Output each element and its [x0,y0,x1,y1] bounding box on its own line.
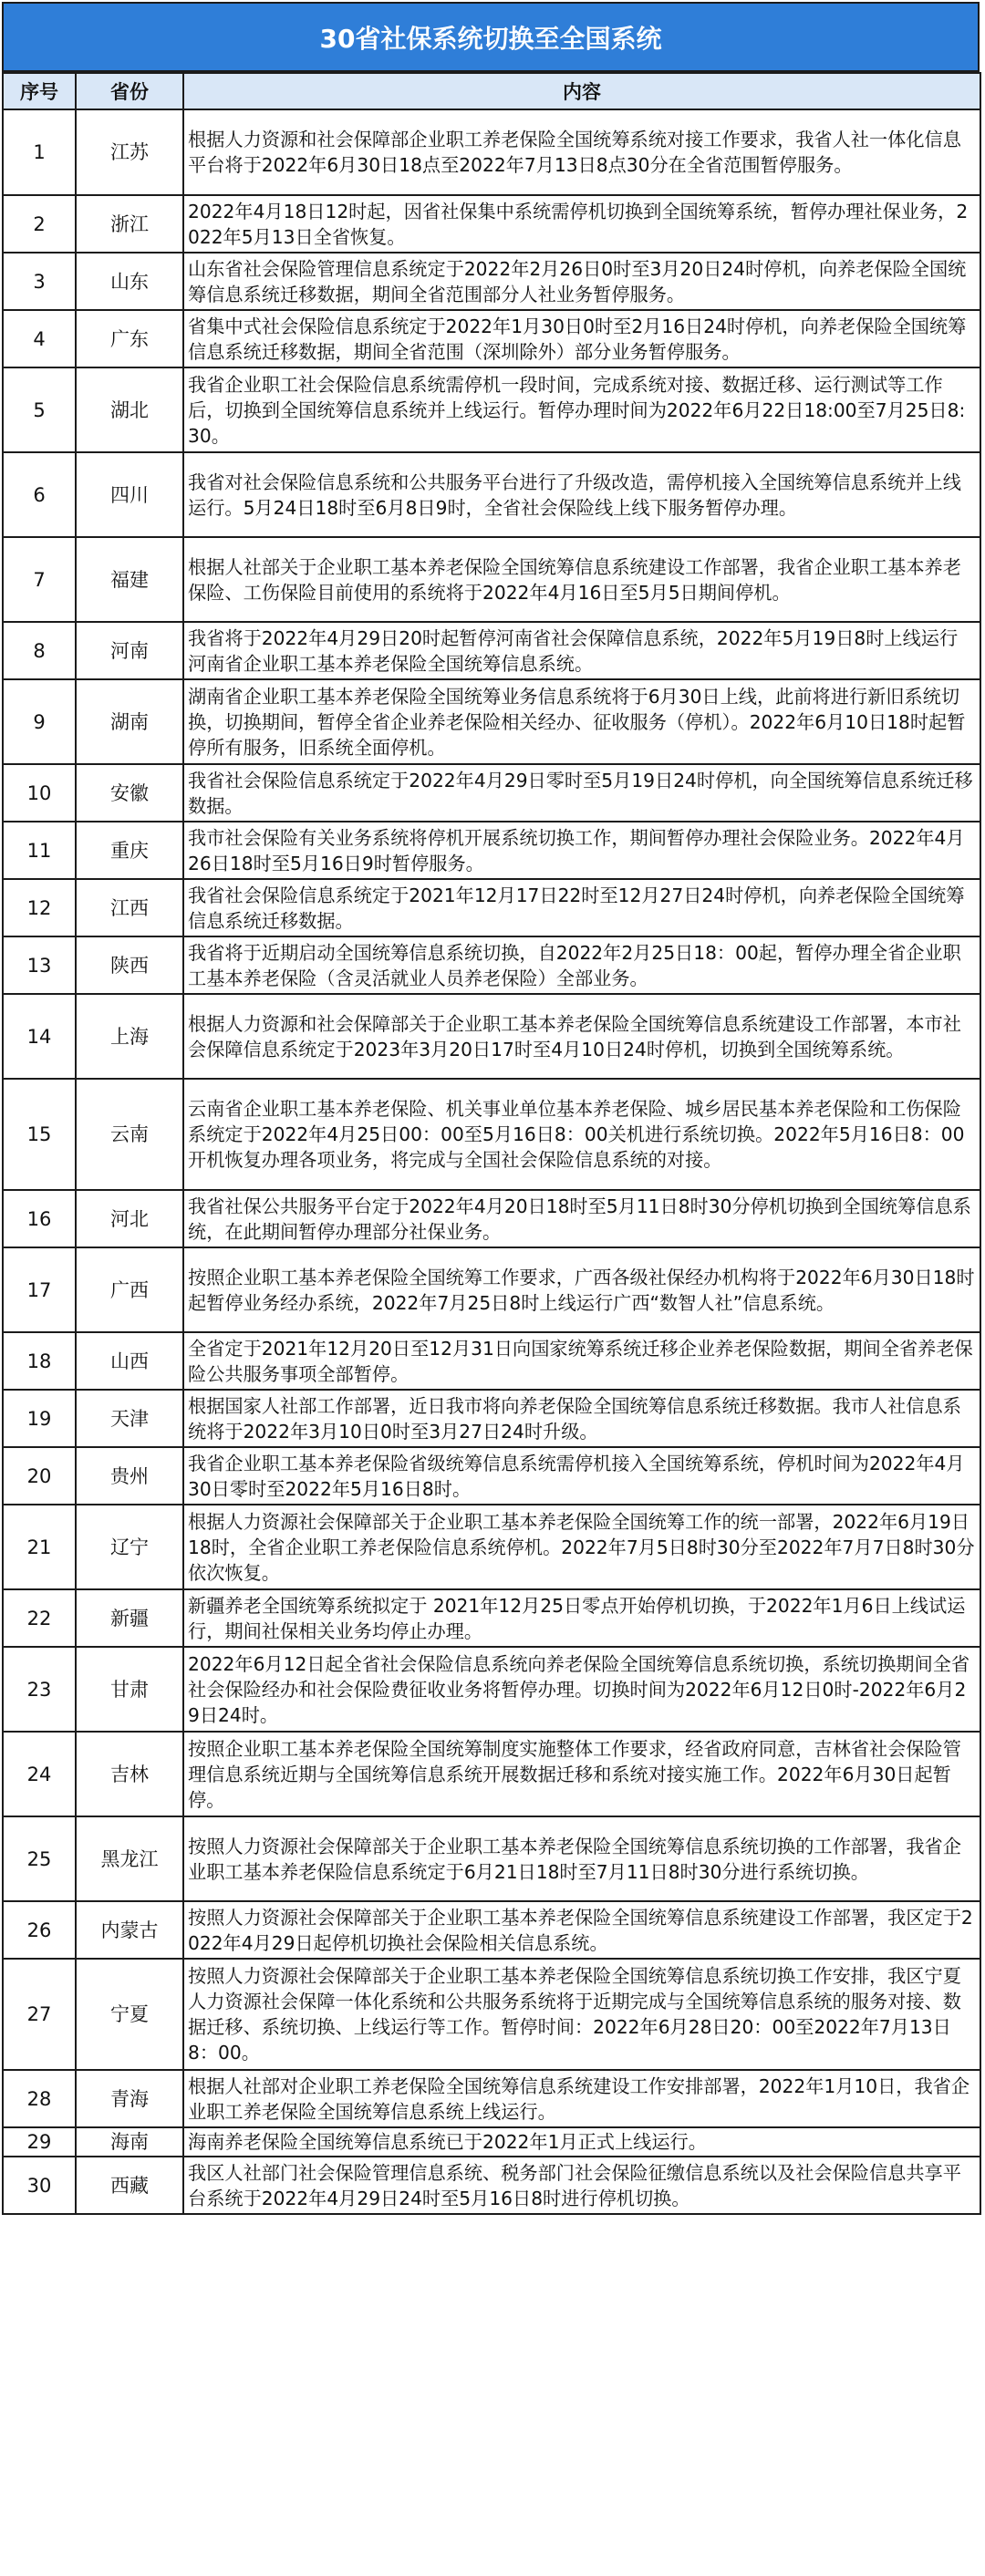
row-num: 10 [3,764,76,822]
row-province: 青海 [76,2070,183,2127]
table-title: 30省社保系统切换至全国系统 [2,2,980,72]
row-province: 广东 [76,310,183,367]
row-content: 我省将于2022年4月29日20时起暂停河南省社会保障信息系统，2022年5月19日8时上线运行河南省企业职工基本养老保险全国统筹信息系统。 [183,622,980,679]
row-content: 我省社保公共服务平台定于2022年4月20日18时至5月11日8时30分停机切换到全国统筹信息系统，在此期间暂停办理部分社保业务。 [183,1190,980,1247]
row-content: 海南养老保险全国统筹信息系统已于2022年1月正式上线运行。 [183,2127,980,2157]
row-num: 26 [3,1901,76,1959]
row-content: 云南省企业职工基本养老保险、机关事业单位基本养老保险、城乡居民基本养老保险和工伤保险系统定于2022年4月25日00：00至5月16日8：00关机进行系统切换。2022年5月16日8：00开机恢复办理各项业务，将完成与全国社会保险信息系统的对接。 [183,1079,980,1190]
row-num: 11 [3,822,76,879]
row-num: 14 [3,994,76,1079]
row-content: 省集中式社会保险信息系统定于2022年1月30日0时至2月16日24时停机，向养老保险全国统筹信息系统迁移数据，期间全省范围（深圳除外）部分业务暂停服务。 [183,310,980,367]
row-province: 河北 [76,1190,183,1247]
row-content: 我省企业职工社会保险信息系统需停机一段时间，完成系统对接、数据迁移、运行测试等工作后，切换到全国统筹信息系统并上线运行。暂停办理时间为2022年6月22日18:00至7月25日8:30。 [183,367,980,452]
row-province: 山西 [76,1332,183,1390]
table-row [3,367,980,452]
row-num: 24 [3,1732,76,1816]
row-content: 按照企业职工基本养老保险全国统筹工作要求，广西各级社保经办机构将于2022年6月30日18时起暂停业务经办系统，2022年7月25日8时上线运行广西“数智人社”信息系统。 [183,1247,980,1332]
row-num: 6 [3,452,76,537]
row-num: 8 [3,622,76,679]
row-num: 28 [3,2070,76,2127]
table-row [3,1332,980,1390]
table-row [3,195,980,253]
table-row [3,109,980,195]
row-content: 根据国家人社部工作部署，近日我市将向养老保险全国统筹信息系统迁移数据。我市人社信息系统将于2022年3月10日0时至3月27日24时升级。 [183,1390,980,1447]
row-content: 我区人社部门社会保险管理信息系统、税务部门社会保险征缴信息系统以及社会保险信息共享平台系统于2022年4月29日24时至5月16日8时进行停机切换。 [183,2157,980,2214]
row-province: 甘肃 [76,1647,183,1732]
row-content: 根据人社部对企业职工养老保险全国统筹信息系统建设工作安排部署，2022年1月10日，我省企业职工养老保险全国统筹信息系统上线运行。 [183,2070,980,2127]
row-content: 根据人社部关于企业职工基本养老保险全国统筹信息系统建设工作部署，我省企业职工基本养老保险、工伤保险目前使用的系统将于2022年4月16日至5月5日期间停机。 [183,537,980,622]
table-row [3,2127,980,2157]
table-row [3,764,980,822]
table-row [3,1505,980,1589]
row-province: 湖南 [76,679,183,764]
table-row [3,1079,980,1190]
table-row [3,994,980,1079]
row-content: 我省社会保险信息系统定于2022年4月29日零时至5月19日24时停机，向全国统筹信息系统迁移数据。 [183,764,980,822]
table-row [3,452,980,537]
row-content: 根据人力资源和社会保障部关于企业职工基本养老保险全国统筹信息系统建设工作部署，本市社会保障信息系统定于2023年3月20日17时至4月10日24时停机，切换到全国统筹系统。 [183,994,980,1079]
row-province: 西藏 [76,2157,183,2214]
row-content: 湖南省企业职工基本养老保险全国统筹业务信息系统将于6月30日上线，此前将进行新旧系统切换，切换期间，暂停全省企业养老保险相关经办、征收服务（停机）。2022年6月10日18时起暂停所有服务，旧系统全面停机。 [183,679,980,764]
row-content: 我省社会保险信息系统定于2021年12月17日22时至12月27日24时停机，向养老保险全国统筹信息系统迁移数据。 [183,879,980,936]
header-num: 序号 [3,73,76,109]
row-num: 17 [3,1247,76,1332]
row-province: 安徽 [76,764,183,822]
row-province: 海南 [76,2127,183,2157]
row-province: 福建 [76,537,183,622]
row-content: 按照企业职工基本养老保险全国统筹制度实施整体工作要求，经省政府同意，吉林省社会保险管理信息系统近期与全国统筹信息系统开展数据迁移和系统对接实施工作。2022年6月30日起暂停。 [183,1732,980,1816]
row-num: 21 [3,1505,76,1589]
row-num: 30 [3,2157,76,2214]
row-province: 河南 [76,622,183,679]
row-num: 13 [3,936,76,994]
row-province: 辽宁 [76,1505,183,1589]
row-num: 4 [3,310,76,367]
row-num: 3 [3,253,76,310]
row-content: 我省将于近期启动全国统筹信息系统切换，自2022年2月25日18：00起，暂停办理全省企业职工基本养老保险（含灵活就业人员养老保险）全部业务。 [183,936,980,994]
row-num: 12 [3,879,76,936]
table-row [3,1589,980,1647]
row-num: 25 [3,1816,76,1901]
row-province: 新疆 [76,1589,183,1647]
table-row [3,253,980,310]
table-row [3,1190,980,1247]
row-province: 内蒙古 [76,1901,183,1959]
row-num: 22 [3,1589,76,1647]
row-num: 23 [3,1647,76,1732]
row-province: 浙江 [76,195,183,253]
row-content: 按照人力资源社会保障部关于企业职工基本养老保险全国统筹信息系统建设工作部署，我区定于2022年4月29日起停机切换社会保险相关信息系统。 [183,1901,980,1959]
table-row [3,1901,980,1959]
row-num: 5 [3,367,76,452]
row-province: 江西 [76,879,183,936]
table-row [3,879,980,936]
header-row [3,73,980,109]
row-province: 陕西 [76,936,183,994]
row-num: 19 [3,1390,76,1447]
table-row [3,1247,980,1332]
row-province: 广西 [76,1247,183,1332]
province-table [2,72,981,2215]
row-province: 云南 [76,1079,183,1190]
row-province: 湖北 [76,367,183,452]
row-province: 宁夏 [76,1959,183,2070]
table-row [3,2157,980,2214]
row-num: 29 [3,2127,76,2157]
row-province: 天津 [76,1390,183,1447]
table-row [3,310,980,367]
row-num: 27 [3,1959,76,2070]
row-province: 四川 [76,452,183,537]
row-content: 2022年6月12日起全省社会保险信息系统向养老保险全国统筹信息系统切换，系统切换期间全省社会保险经办和社会保险费征收业务将暂停办理。切换时间为2022年6月12日0时-2022年6月29日24时。 [183,1647,980,1732]
table-frame [2,2,980,2215]
header-province: 省份 [76,73,183,109]
row-num: 20 [3,1447,76,1505]
table-row [3,622,980,679]
row-content: 全省定于2021年12月20日至12月31日向国家统筹系统迁移企业养老保险数据，期间全省养老保险公共服务事项全部暂停。 [183,1332,980,1390]
table-row [3,1447,980,1505]
row-province: 吉林 [76,1732,183,1816]
table-row [3,537,980,622]
row-content: 新疆养老全国统筹系统拟定于 2021年12月25日零点开始停机切换，于2022年1月6日上线试运行，期间社保相关业务均停止办理。 [183,1589,980,1647]
row-province: 重庆 [76,822,183,879]
row-content: 按照人力资源社会保障部关于企业职工基本养老保险全国统筹信息系统切换的工作部署，我省企业职工基本养老保险信息系统定于6月21日18时至7月11日8时30分进行系统切换。 [183,1816,980,1901]
table-row [3,936,980,994]
row-province: 山东 [76,253,183,310]
row-content: 山东省社会保险管理信息系统定于2022年2月26日0时至3月20日24时停机，向养老保险全国统筹信息系统迁移数据，期间全省范围部分人社业务暂停服务。 [183,253,980,310]
table-row [3,679,980,764]
row-content: 我省对社会保险信息系统和公共服务平台进行了升级改造，需停机接入全国统筹信息系统并上线运行。5月24日18时至6月8日9时，全省社会保险线上线下服务暂停办理。 [183,452,980,537]
table-row [3,1732,980,1816]
table-row [3,822,980,879]
row-content: 我省企业职工基本养老保险省级统筹信息系统需停机接入全国统筹系统，停机时间为2022年4月30日零时至2022年5月16日8时。 [183,1447,980,1505]
row-num: 7 [3,537,76,622]
header-content: 内容 [183,73,980,109]
row-num: 1 [3,109,76,195]
table-row [3,2070,980,2127]
table-row [3,1390,980,1447]
row-num: 18 [3,1332,76,1390]
table-row [3,1647,980,1732]
table-row [3,1959,980,2070]
row-num: 9 [3,679,76,764]
row-content: 根据人力资源社会保障部关于企业职工基本养老保险全国统筹工作的统一部署，2022年6月19日18时，全省企业职工养老保险信息系统停机。2022年7月5日8时30分至2022年7月7日8时30分依次恢复。 [183,1505,980,1589]
row-province: 黑龙江 [76,1816,183,1901]
row-content: 2022年4月18日12时起，因省社保集中系统需停机切换到全国统筹系统，暂停办理社保业务，2022年5月13日全省恢复。 [183,195,980,253]
row-num: 16 [3,1190,76,1247]
row-content: 我市社会保险有关业务系统将停机开展系统切换工作，期间暂停办理社会保险业务。2022年4月26日18时至5月16日9时暂停服务。 [183,822,980,879]
row-num: 2 [3,195,76,253]
row-content: 按照人力资源社会保障部关于企业职工基本养老保险全国统筹信息系统切换工作安排，我区宁夏人力资源社会保障一体化系统和公共服务系统将于近期完成与全国统筹信息系统的服务对接、数据迁移、系统切换、上线运行等工作。暂停时间：2022年6月28日20：00至2022年7月13日8：00。 [183,1959,980,2070]
row-province: 贵州 [76,1447,183,1505]
row-province: 上海 [76,994,183,1079]
row-num: 15 [3,1079,76,1190]
row-content: 根据人力资源和社会保障部企业职工养老保险全国统筹系统对接工作要求，我省人社一体化信息平台将于2022年6月30日18点至2022年7月13日8点30分在全省范围暂停服务。 [183,109,980,195]
table-row [3,1816,980,1901]
row-province: 江苏 [76,109,183,195]
